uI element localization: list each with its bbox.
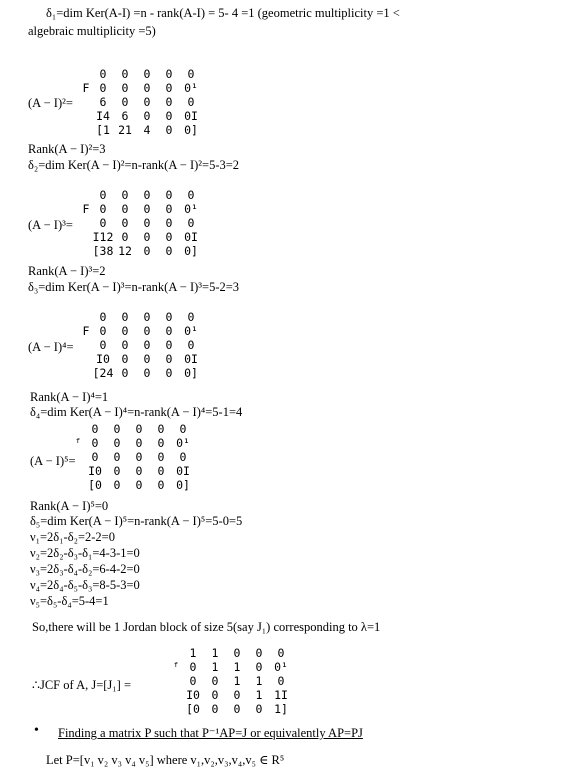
matrix-cell: 0 <box>121 338 129 352</box>
matrix-cell: 0 <box>189 674 197 688</box>
matrix-a-minus-i-squared <box>80 67 202 137</box>
matrix-row <box>170 702 292 716</box>
matrix-cell: 0 <box>99 67 107 81</box>
matrix-cell: 6 <box>121 109 129 123</box>
header-line-1: δ₁=dim Ker(A-I) =n - rank(A-I) = 5- 4 =1 (geometric multiplicity =1 < <box>46 6 400 20</box>
matrix-cell: 0 <box>165 67 173 81</box>
matrix-cell: 0 <box>157 464 165 478</box>
matrix-row <box>72 464 194 478</box>
conclusion-text: So,there will be 1 Jordan block of size 5(say J₁) corresponding to λ=1 <box>32 620 381 634</box>
matrix-cell: 0 <box>143 244 151 258</box>
matrix-cell: 0 <box>233 688 241 702</box>
matrix-cell: 0 <box>143 324 151 338</box>
bullet-dot: • <box>34 723 39 738</box>
matrix-cell: 0] <box>176 478 190 492</box>
matrix-cell: 0 <box>255 702 263 716</box>
matrix-cell: 0 <box>187 338 195 352</box>
matrix-row <box>170 674 292 688</box>
matrix-cell: 0 <box>91 450 99 464</box>
matrix-row <box>80 188 202 202</box>
matrix-cell: 0 <box>187 188 195 202</box>
matrix-row <box>72 422 194 436</box>
matrix-cell: 0] <box>184 366 198 380</box>
matrix-cell: 0I <box>176 464 190 478</box>
matrix-cell: 0 <box>99 202 107 216</box>
matrix-cell: 0 <box>143 95 151 109</box>
matrix-cell: 0 <box>165 338 173 352</box>
matrix-cell <box>80 352 92 366</box>
matrix-cell: I4 <box>96 109 110 123</box>
matrix-cell: 0 <box>135 450 143 464</box>
matrix-cell: 0¹ <box>184 202 198 216</box>
matrix-cell: 0 <box>187 67 195 81</box>
matrix-cell: 0 <box>121 310 129 324</box>
rank-fifth: Rank(A − I)⁵=0 <box>30 499 109 513</box>
matrix-row <box>80 310 202 324</box>
matrix-cell: 0 <box>233 646 241 660</box>
matrix-cell: 0¹ <box>274 660 288 674</box>
matrix-row <box>80 230 202 244</box>
matrix-cell: 0 <box>179 450 187 464</box>
matrix-cell: 0 <box>187 310 195 324</box>
matrix-label-fifth: (A − I)⁵= <box>30 454 76 468</box>
matrix-cell: I0 <box>88 464 102 478</box>
matrix-cell <box>80 67 92 81</box>
nu-1: ν₁=2δ₁-δ₂=2-2=0 <box>30 530 115 544</box>
matrix-label-fourth: (A − I)⁴= <box>28 340 74 354</box>
matrix-cell: 0 <box>277 674 285 688</box>
nu-5: ν₅=δ₅-δ₄=5-4=1 <box>30 594 109 608</box>
matrix-cell: 0 <box>157 450 165 464</box>
matrix-a-minus-i-cubed <box>80 188 202 258</box>
matrix-cell: 0 <box>187 95 195 109</box>
matrix-cell: 4 <box>143 123 151 137</box>
jordan-canonical-form-matrix <box>170 646 292 716</box>
matrix-cell: 1I <box>274 688 288 702</box>
matrix-row <box>80 123 202 137</box>
matrix-cell: 0 <box>121 67 129 81</box>
matrix-cell: 0 <box>157 422 165 436</box>
matrix-cell: 0 <box>99 216 107 230</box>
matrix-cell: 0 <box>135 436 143 450</box>
matrix-cell: 0 <box>143 216 151 230</box>
delta-2: δ₂=dim Ker(A − I)²=n-rank(A − I)²=5-3=2 <box>28 158 240 172</box>
matrix-cell: 0 <box>165 81 173 95</box>
matrix-cell: 0 <box>121 352 129 366</box>
matrix-cell: 0 <box>189 660 197 674</box>
matrix-cell: 0 <box>99 310 107 324</box>
matrix-cell <box>170 702 182 716</box>
matrix-cell: ᶠ <box>172 660 180 674</box>
matrix-cell: 0 <box>187 216 195 230</box>
matrix-cell <box>80 109 92 123</box>
matrix-cell: 0 <box>165 310 173 324</box>
matrix-cell: 0 <box>143 81 151 95</box>
nu-3: ν₃=2δ₃-δ₄-δ₂=6-4-2=0 <box>30 562 140 576</box>
matrix-cell: 0 <box>211 702 219 716</box>
delta-4: δ₄=dim Ker(A − I)⁴=n-rank(A − I)⁴=5-1=4 <box>30 405 243 419</box>
delta-5: δ₅=dim Ker(A − I)⁵=n-rank(A − I)⁵=5-0=5 <box>30 514 243 528</box>
matrix-cell: 0 <box>91 436 99 450</box>
matrix-cell: 0 <box>113 450 121 464</box>
matrix-cell: ᶠ <box>74 436 82 450</box>
matrix-cell: 0] <box>184 244 198 258</box>
matrix-cell: 0 <box>255 646 263 660</box>
matrix-cell: 0¹ <box>184 81 198 95</box>
matrix-cell: 1] <box>274 702 288 716</box>
matrix-cell: 1 <box>233 660 241 674</box>
matrix-cell: 0I <box>184 109 198 123</box>
matrix-cell: 0 <box>165 202 173 216</box>
matrix-cell <box>80 230 92 244</box>
matrix-row <box>80 81 202 95</box>
rank-cubed: Rank(A − I)³=2 <box>28 264 106 278</box>
matrix-cell <box>80 244 92 258</box>
nu-4: ν₄=2δ₄-δ₅-δ₃=8-5-3=0 <box>30 578 140 592</box>
matrix-cell: 0 <box>165 366 173 380</box>
matrix-row <box>170 646 292 660</box>
matrix-row <box>80 324 202 338</box>
matrix-cell: 0 <box>121 95 129 109</box>
delta-3: δ₃=dim Ker(A − I)³=n-rank(A − I)³=5-2=3 <box>28 280 240 294</box>
matrix-cell: 0 <box>113 422 121 436</box>
matrix-row <box>72 436 194 450</box>
matrix-cell: 0 <box>277 646 285 660</box>
matrix-cell <box>170 674 182 688</box>
matrix-label-squared: (A − I)²= <box>28 96 73 110</box>
matrix-row <box>80 366 202 380</box>
matrix-row <box>80 202 202 216</box>
matrix-cell: [38 <box>92 244 114 258</box>
matrix-cell: 0 <box>135 422 143 436</box>
matrix-cell <box>72 422 84 436</box>
matrix-cell: F <box>82 202 90 216</box>
matrix-cell: 0 <box>255 660 263 674</box>
matrix-a-minus-i-fourth <box>80 310 202 380</box>
matrix-cell: [1 <box>96 123 110 137</box>
matrix-cell: 0 <box>99 324 107 338</box>
matrix-cell: [24 <box>92 366 114 380</box>
matrix-cell: 0 <box>165 109 173 123</box>
matrix-cell: 0 <box>165 230 173 244</box>
matrix-cell: 1 <box>233 674 241 688</box>
matrix-cell: 0 <box>143 338 151 352</box>
matrix-cell: 0 <box>121 366 129 380</box>
matrix-cell: 0¹ <box>176 436 190 450</box>
matrix-cell: 0 <box>143 310 151 324</box>
matrix-cell: 0 <box>99 188 107 202</box>
matrix-cell: 0 <box>143 352 151 366</box>
matrix-cell: 0 <box>143 202 151 216</box>
matrix-label-cubed: (A − I)³= <box>28 218 73 232</box>
matrix-cell: 0 <box>165 216 173 230</box>
matrix-cell: F <box>82 81 90 95</box>
matrix-cell: 0 <box>179 422 187 436</box>
finding-p-heading: Finding a matrix P such that P⁻¹AP=J or equivalently AP=PJ <box>58 726 363 740</box>
matrix-row <box>72 478 194 492</box>
matrix-cell: 0 <box>157 436 165 450</box>
matrix-cell: I0 <box>186 688 200 702</box>
matrix-cell: 0 <box>91 422 99 436</box>
matrix-row <box>170 688 292 702</box>
matrix-cell: 0 <box>165 188 173 202</box>
matrix-row <box>80 338 202 352</box>
matrix-cell: 0] <box>184 123 198 137</box>
matrix-cell: 0 <box>143 109 151 123</box>
matrix-cell: 0I <box>184 352 198 366</box>
matrix-cell <box>80 123 92 137</box>
let-p-line: Let P=[v₁ v₂ v₃ v₄ v₅] where v₁,v₂,v₃,v₄,v₅ ∈ R⁵ <box>46 753 285 767</box>
matrix-cell <box>170 646 182 660</box>
matrix-cell: 0 <box>143 230 151 244</box>
matrix-cell <box>80 366 92 380</box>
matrix-cell <box>80 310 92 324</box>
matrix-cell <box>80 188 92 202</box>
matrix-cell <box>80 95 92 109</box>
matrix-cell: 0 <box>121 202 129 216</box>
matrix-cell: 0 <box>99 81 107 95</box>
matrix-cell: F <box>82 324 90 338</box>
matrix-cell: 0 <box>121 230 129 244</box>
header-line-2: algebraic multiplicity =5) <box>28 24 156 38</box>
matrix-cell <box>72 478 84 492</box>
matrix-cell: I0 <box>96 352 110 366</box>
matrix-cell: 1 <box>211 646 219 660</box>
matrix-cell: 0 <box>143 188 151 202</box>
matrix-cell: [0 <box>186 702 200 716</box>
matrix-cell: 0 <box>99 338 107 352</box>
matrix-cell: 1 <box>211 660 219 674</box>
matrix-cell: 0 <box>143 67 151 81</box>
matrix-row <box>80 244 202 258</box>
matrix-cell: I12 <box>92 230 114 244</box>
matrix-cell <box>80 338 92 352</box>
rank-squared: Rank(A − I)²=3 <box>28 142 106 156</box>
matrix-cell: 0 <box>113 478 121 492</box>
matrix-cell: 0 <box>233 702 241 716</box>
matrix-cell: 1 <box>255 674 263 688</box>
matrix-row <box>72 450 194 464</box>
jcf-label: ∴JCF of A, J=[J₁] = <box>32 678 131 692</box>
matrix-row <box>80 352 202 366</box>
matrix-cell: 0 <box>165 95 173 109</box>
matrix-cell: 0 <box>165 244 173 258</box>
matrix-cell: 0 <box>143 366 151 380</box>
rank-fourth: Rank(A − I)⁴=1 <box>30 390 109 404</box>
matrix-cell: 1 <box>189 646 197 660</box>
matrix-cell: 0 <box>121 324 129 338</box>
matrix-cell: 0 <box>165 324 173 338</box>
nu-2: ν₂=2δ₂-δ₃-δ₁=4-3-1=0 <box>30 546 140 560</box>
matrix-cell: 0 <box>211 674 219 688</box>
matrix-row <box>80 109 202 123</box>
matrix-row <box>80 95 202 109</box>
matrix-cell: 0 <box>211 688 219 702</box>
matrix-cell <box>80 216 92 230</box>
matrix-cell: 0 <box>121 188 129 202</box>
matrix-cell: 6 <box>99 95 107 109</box>
matrix-cell: 21 <box>118 123 132 137</box>
matrix-row <box>80 67 202 81</box>
matrix-a-minus-i-fifth <box>72 422 194 492</box>
matrix-cell: [0 <box>88 478 102 492</box>
matrix-cell: 0 <box>165 123 173 137</box>
matrix-cell: 0 <box>135 464 143 478</box>
matrix-cell: 0I <box>184 230 198 244</box>
matrix-cell: 1 <box>255 688 263 702</box>
matrix-row <box>170 660 292 674</box>
matrix-cell: 0 <box>121 81 129 95</box>
matrix-cell: 0 <box>157 478 165 492</box>
matrix-cell: 0 <box>165 352 173 366</box>
matrix-cell: 0 <box>121 216 129 230</box>
matrix-cell: 0¹ <box>184 324 198 338</box>
matrix-cell: 12 <box>118 244 132 258</box>
matrix-cell: 0 <box>113 464 121 478</box>
matrix-cell: 0 <box>135 478 143 492</box>
matrix-row <box>80 216 202 230</box>
matrix-cell: 0 <box>113 436 121 450</box>
matrix-cell <box>170 688 182 702</box>
